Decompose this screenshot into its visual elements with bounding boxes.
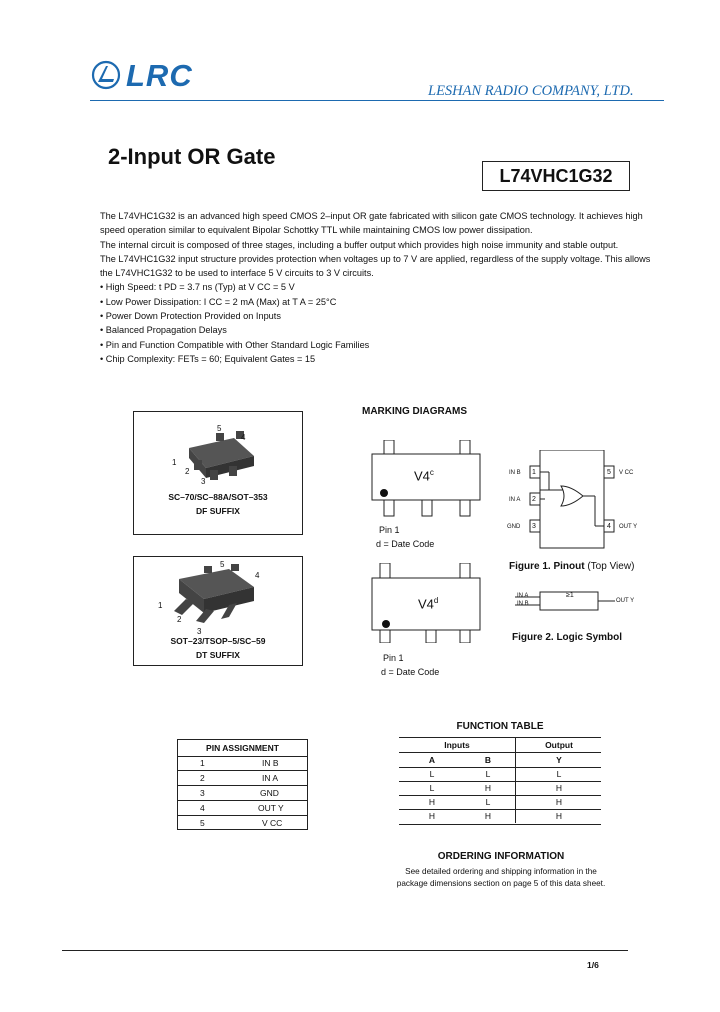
pin-number-cell: 2 [200,773,205,783]
logic-symbol [515,590,615,614]
marking-code [418,596,438,611]
feature-bullet: • Balanced Propagation Delays [100,325,227,336]
pin-name: V CC [619,470,634,476]
marking-text: V4 [414,468,430,484]
package-box-sc70 [133,411,303,535]
pin1-label: Pin 1 [383,653,404,663]
feature-bullet: • Low Power Dissipation: I CC = 2 mA (Max) at T A = 25°C [100,296,337,307]
function-table [399,737,601,825]
cell: L [485,797,491,807]
table-row [178,786,307,801]
part-number-box: L74VHC1G32 [482,161,630,191]
cell: L [485,769,491,779]
date-code-label: d = Date Code [376,539,435,549]
pin-number: 3 [532,523,536,530]
lrc-logo-icon [91,60,121,90]
marking-text: V4 [418,596,434,612]
cell: L [515,768,602,781]
header-divider [90,100,664,101]
col-a: A [428,755,436,765]
cell: L [429,783,435,793]
marking-code [414,468,434,483]
pin-name-cell: V CC [262,818,283,828]
pin-label: 4 [255,571,260,580]
col-y: Y [515,753,602,767]
cell: H [428,811,436,821]
table-row [399,782,601,796]
col-b: B [484,755,492,765]
pin-name-cell: GND [260,788,279,798]
pin-name: GND [507,524,521,530]
footer-divider [62,950,628,951]
ordering-heading: ORDERING INFORMATION [437,851,565,862]
pin-label: 1 [172,458,177,467]
marking-diagrams-heading: MARKING DIAGRAMS [362,406,467,417]
cell: H [484,783,492,793]
figure1-caption-bold: Figure 1. Pinout [509,561,585,572]
description [100,209,660,366]
pin-name-cell: OUT Y [258,803,284,813]
desc-paragraph-2: The internal circuit is composed of three stages, including a buffer output which provides high noise immunity and stable output. [100,239,619,250]
function-table-heading: FUNCTION TABLE [456,721,544,732]
package-name: SC–70/SC–88A/SOT–353 [168,492,268,502]
pin-assignment-heading: PIN ASSIGNMENT [178,740,307,757]
table-row [178,801,307,816]
pin-label: 1 [158,601,163,610]
company-name: LESHAN RADIO COMPANY, LTD. [428,83,634,99]
pin-number: 1 [532,469,536,476]
logic-out: OUT Y [616,598,635,604]
table-row [178,771,307,786]
pin-label: 4 [241,433,246,442]
cell: H [515,796,602,809]
cell: H [484,811,492,821]
cell: H [428,797,436,807]
pin-name-cell: IN A [262,773,279,783]
logo-text: LRC [126,58,193,93]
pin-name-cell: IN B [262,758,279,768]
pin-name: OUT Y [619,524,638,530]
pinout-diagram [505,450,645,550]
pin-label: 3 [201,477,206,486]
pin-label: 5 [220,560,225,569]
package-suffix: DF SUFFIX [196,506,240,516]
figure2-caption: Figure 2. Logic Symbol [512,632,623,643]
desc-paragraph-1: The L74VHC1G32 is an advanced high speed CMOS 2–input OR gate fabricated with silicon gate CMOS technology. It achieves high speed operation similar to equivalent Bipolar Schottky TTL while maintaining CMOS low power dissipation. [100,211,643,236]
table-row [178,756,307,771]
marking-sup: d [433,596,439,605]
table-row [399,768,601,782]
package-box-sot23 [133,556,303,666]
cell: H [515,810,602,823]
desc-paragraph-3: The L74VHC1G32 input structure provides protection when voltages up to 7 V are applied, regardless of the supply voltage. This allows the L74VHC1G32 to be used to interface 5 V circuits to 3 V circuits. [100,253,651,279]
pin-number-cell: 1 [200,758,205,768]
package-suffix: DT SUFFIX [196,650,240,660]
pin-number-cell: 3 [200,788,205,798]
pin-assignment-table [177,739,308,830]
cell: H [515,782,602,795]
figure1-caption-rest: (Top View) [584,561,635,572]
pin-number: 4 [607,523,611,530]
pin-label: 2 [177,615,182,624]
date-code-label: d = Date Code [381,667,440,677]
output-group-label: Output [515,738,602,752]
pin-label: 5 [217,424,222,433]
feature-bullet: • High Speed: t PD = 3.7 ns (Typ) at V CC = 5 V [100,282,295,293]
logic-gate-symbol: ≥1 [566,592,574,599]
feature-bullet: • Pin and Function Compatible with Other Standard Logic Families [100,339,370,350]
pin-number-cell: 5 [200,818,205,828]
page-title: 2-Input OR Gate [108,144,276,169]
feature-bullet: • Power Down Protection Provided on Inputs [100,311,281,322]
pin-label: 3 [197,627,202,636]
pin-name: IN B [509,470,521,476]
pin-name: IN A [509,497,521,503]
marking-sup: c [429,468,434,477]
pin-label: 2 [185,467,190,476]
pin1-label: Pin 1 [379,525,400,535]
group-header-row [399,738,601,753]
pin-number: 2 [532,496,536,503]
pin-number-cell: 4 [200,803,205,813]
column-header-row [399,753,601,768]
ordering-text: See detailed ordering and shipping information in the package dimensions section on page 5 of this data sheet. [396,867,606,888]
inputs-group-label: Inputs [444,740,470,750]
table-row [399,810,601,823]
table-row [178,816,307,830]
package-name: SOT–23/TSOP–5/SC–59 [170,636,266,646]
cell: L [429,769,435,779]
logic-in-b: IN B [517,601,529,607]
pin-number: 5 [607,469,611,476]
figure1-caption [509,561,634,572]
page-number: 1/6 [587,960,599,970]
logic-in-a: IN A [517,593,529,599]
feature-bullet: • Chip Complexity: FETs = 60; Equivalent Gates = 15 [100,353,316,364]
table-row [399,796,601,810]
